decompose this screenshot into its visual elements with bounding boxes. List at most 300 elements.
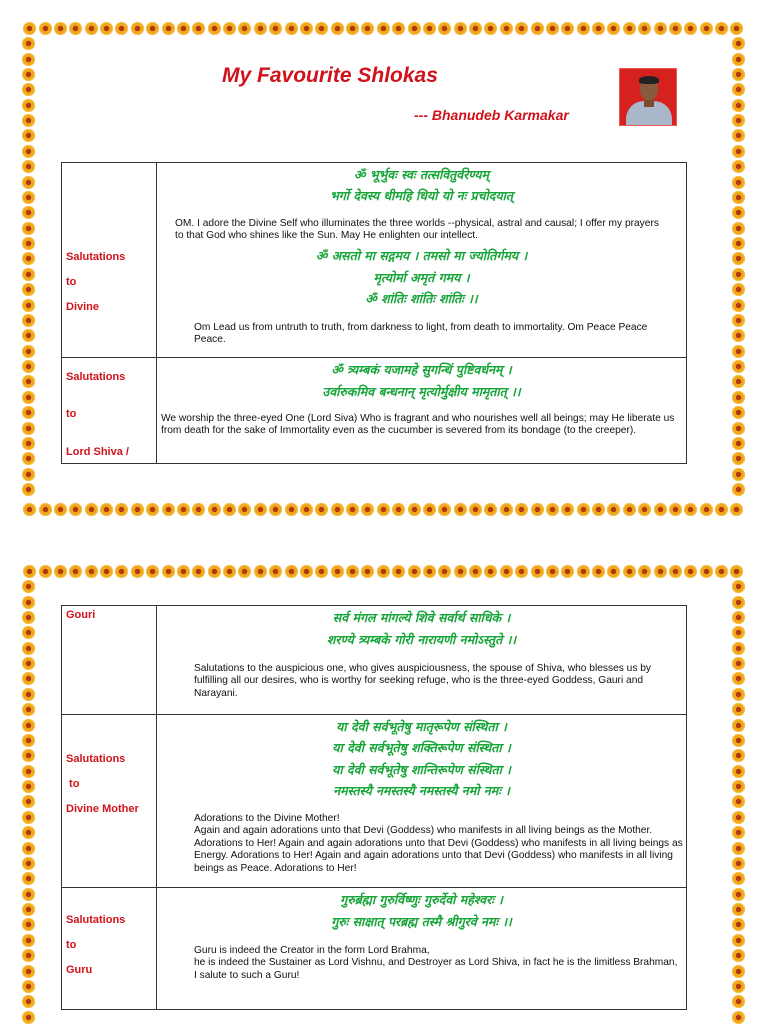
flower-ornament	[22, 37, 35, 50]
flower-ornament	[732, 99, 745, 112]
flower-ornament	[732, 872, 745, 885]
flower-ornament	[732, 688, 745, 701]
shloka-table-page2	[61, 605, 687, 1010]
flower-ornament	[22, 252, 35, 265]
flower-ornament	[22, 949, 35, 962]
shloka-line: ॐ शांतिः शांतिः शांतिः ।।	[365, 291, 478, 306]
flower-ornament	[100, 22, 113, 35]
shloka-line: भर्गो देवस्य धीमहि धियो यो नः प्रचोदयात्	[329, 188, 514, 203]
flower-ornament	[377, 22, 390, 35]
flower-ornament	[408, 22, 421, 35]
flower-ornament	[392, 503, 405, 516]
flower-ornament	[732, 734, 745, 747]
flower-ornament	[223, 22, 236, 35]
flower-ornament	[22, 995, 35, 1008]
flower-ornament	[361, 565, 374, 578]
table-row	[62, 606, 687, 715]
flower-ornament	[346, 565, 359, 578]
flower-ornament	[300, 503, 313, 516]
flower-ornament	[732, 903, 745, 916]
flower-ornament	[69, 503, 82, 516]
flower-ornament	[669, 503, 682, 516]
flower-ornament	[22, 672, 35, 685]
translation-line: Again and again adorations unto that Devi (Goddess) who manifests in all living beings as the Mother. Adorations to Her! Again and again adorations unto that Devi (Goddess) who manifests in all living beings as Energy. Adorations to Her! Again and again adorations unto that Devi (Goddess) who manifests in all living beings as Peace. Adorations to Her!	[194, 825, 683, 874]
flower-ornament	[484, 565, 497, 578]
flower-ornament	[22, 222, 35, 235]
flower-ornament	[162, 503, 175, 516]
flower-ornament	[22, 842, 35, 855]
flower-ornament	[732, 37, 745, 50]
flower-ornament	[54, 22, 67, 35]
flower-ornament	[732, 857, 745, 870]
flower-ornament	[177, 565, 190, 578]
flower-ornament	[315, 565, 328, 578]
flower-ornament	[22, 719, 35, 732]
flower-ornament	[238, 503, 251, 516]
flower-ornament	[732, 375, 745, 388]
flower-ornament	[192, 22, 205, 35]
flower-ornament	[22, 980, 35, 993]
flower-ornament	[654, 503, 667, 516]
shloka-line: या देवी सर्वभूतेषु शक्तिरूपेण संस्थिता ।	[332, 740, 511, 755]
flower-ornament	[732, 360, 745, 373]
flower-ornament	[131, 565, 144, 578]
flower-ornament	[732, 995, 745, 1008]
flower-ornament	[192, 503, 205, 516]
flower-ornament	[22, 811, 35, 824]
label-line: Salutations	[66, 914, 126, 926]
flower-ornament	[315, 22, 328, 35]
flower-ornament	[732, 391, 745, 404]
flower-ornament	[638, 22, 651, 35]
flower-border-right	[732, 36, 746, 503]
flower-ornament	[315, 503, 328, 516]
flower-ornament	[22, 611, 35, 624]
flower-ornament	[730, 503, 743, 516]
flower-ornament	[669, 22, 682, 35]
flower-border-left	[22, 36, 36, 503]
flower-ornament	[438, 565, 451, 578]
flower-ornament	[115, 503, 128, 516]
flower-ornament	[22, 283, 35, 296]
row-content	[157, 888, 687, 1010]
flower-ornament	[22, 903, 35, 916]
flower-ornament	[438, 22, 451, 35]
flower-ornament	[638, 565, 651, 578]
flower-ornament	[146, 22, 159, 35]
page-title: My Favourite Shlokas	[222, 64, 438, 87]
flower-ornament	[546, 22, 559, 35]
flower-ornament	[54, 565, 67, 578]
table-row	[62, 888, 687, 1010]
flower-ornament	[377, 503, 390, 516]
flower-ornament	[22, 99, 35, 112]
label-line: Divine	[66, 301, 100, 313]
flower-ornament	[146, 503, 159, 516]
table-row	[62, 358, 687, 464]
flower-ornament	[22, 626, 35, 639]
flower-ornament	[469, 503, 482, 516]
label-line: Salutations	[66, 753, 126, 765]
flower-ornament	[22, 872, 35, 885]
flower-ornament	[22, 657, 35, 670]
flower-ornament	[561, 503, 574, 516]
flower-ornament	[732, 345, 745, 358]
flower-ornament	[22, 468, 35, 481]
flower-border-top	[22, 22, 746, 36]
flower-ornament	[208, 565, 221, 578]
flower-ornament	[177, 22, 190, 35]
flower-ornament	[22, 406, 35, 419]
label-line: to	[66, 939, 77, 951]
flower-ornament	[669, 565, 682, 578]
author-photo	[619, 68, 677, 126]
label-line: to	[66, 778, 80, 790]
flower-ornament	[561, 22, 574, 35]
flower-ornament	[100, 565, 113, 578]
row-label	[62, 358, 157, 464]
flower-ornament	[22, 360, 35, 373]
translation-line: Guru is indeed the Creator in the form Lord Brahma,	[194, 945, 430, 956]
flower-ornament	[22, 688, 35, 701]
flower-ornament	[577, 22, 590, 35]
flower-ornament	[22, 68, 35, 81]
flower-ornament	[22, 145, 35, 158]
flower-ornament	[331, 565, 344, 578]
flower-ornament	[423, 565, 436, 578]
shloka-line: सर्व मंगल मांगल्ये शिवे सर्वार्थ साधिके ।	[332, 610, 511, 625]
shloka-line: या देवी सर्वभूतेषु शान्तिरूपेण संस्थिता ।	[332, 762, 511, 777]
flower-ornament	[22, 191, 35, 204]
translation-text: Salutations to the auspicious one, who gives auspiciousness, the spouse of Shiva, who blesses us by fulfilling all our desires, who is worthy for seeking refuge, who is the three-eyed Goddess, Gauri and Narayani.	[194, 663, 652, 699]
flower-ornament	[730, 565, 743, 578]
flower-ornament	[732, 949, 745, 962]
flower-ornament	[22, 749, 35, 762]
flower-ornament	[730, 22, 743, 35]
flower-ornament	[346, 22, 359, 35]
flower-ornament	[684, 565, 697, 578]
flower-ornament	[22, 918, 35, 931]
shloka-line: शरण्ये त्र्यम्बके गोरी नारायणी नमोऽस्तुते ।।	[326, 632, 517, 647]
flower-ornament	[531, 22, 544, 35]
flower-ornament	[22, 53, 35, 66]
flower-ornament	[423, 22, 436, 35]
row-content	[157, 715, 687, 888]
flower-border-top	[22, 565, 746, 579]
flower-ornament	[732, 826, 745, 839]
flower-ornament	[438, 503, 451, 516]
flower-ornament	[732, 719, 745, 732]
flower-ornament	[732, 626, 745, 639]
flower-ornament	[732, 176, 745, 189]
flower-ornament	[100, 503, 113, 516]
flower-ornament	[22, 1011, 35, 1024]
flower-ornament	[22, 888, 35, 901]
shloka-line: या देवी सर्वभूतेषु मातृरूपेण संस्थिता ।	[336, 719, 507, 734]
flower-ornament	[23, 22, 36, 35]
flower-ornament	[654, 22, 667, 35]
flower-ornament	[454, 503, 467, 516]
flower-ornament	[22, 642, 35, 655]
flower-ornament	[22, 114, 35, 127]
flower-ornament	[115, 565, 128, 578]
flower-ornament	[22, 375, 35, 388]
translation-text	[194, 813, 684, 875]
flower-ornament	[732, 129, 745, 142]
label-line: Salutations	[66, 371, 126, 383]
flower-ornament	[500, 565, 513, 578]
flower-ornament	[732, 114, 745, 127]
flower-ornament	[454, 565, 467, 578]
flower-ornament	[377, 565, 390, 578]
flower-ornament	[22, 206, 35, 219]
flower-ornament	[732, 252, 745, 265]
flower-ornament	[69, 565, 82, 578]
flower-ornament	[177, 503, 190, 516]
flower-ornament	[561, 565, 574, 578]
shloka-line: ॐ त्र्यम्बकं यजामहे सुगन्धिं पुष्टिवर्धनम् ।	[331, 362, 512, 377]
flower-ornament	[285, 22, 298, 35]
shloka-line: ॐ भूर्भुवः स्वः तत्सवितुर्वरेण्यम्	[353, 167, 490, 182]
flower-ornament	[392, 22, 405, 35]
flower-ornament	[732, 765, 745, 778]
table-row	[62, 163, 687, 358]
flower-ornament	[39, 22, 52, 35]
flower-ornament	[22, 129, 35, 142]
flower-ornament	[732, 145, 745, 158]
flower-ornament	[22, 422, 35, 435]
flower-ornament	[22, 580, 35, 593]
flower-ornament	[22, 765, 35, 778]
flower-ornament	[732, 811, 745, 824]
flower-ornament	[515, 22, 528, 35]
row-label	[62, 163, 157, 358]
flower-ornament	[408, 565, 421, 578]
flower-ornament	[715, 503, 728, 516]
flower-ornament	[732, 842, 745, 855]
flower-ornament	[638, 503, 651, 516]
flower-ornament	[85, 22, 98, 35]
label-line: Guru	[66, 964, 93, 976]
flower-ornament	[408, 503, 421, 516]
flower-ornament	[22, 780, 35, 793]
flower-ornament	[22, 703, 35, 716]
flower-ornament	[22, 483, 35, 496]
flower-ornament	[484, 22, 497, 35]
flower-ornament	[732, 672, 745, 685]
flower-ornament	[22, 596, 35, 609]
flower-ornament	[577, 565, 590, 578]
flower-ornament	[732, 657, 745, 670]
flower-ornament	[732, 980, 745, 993]
flower-ornament	[715, 22, 728, 35]
flower-ornament	[22, 965, 35, 978]
flower-ornament	[732, 406, 745, 419]
flower-ornament	[22, 237, 35, 250]
flower-ornament	[146, 565, 159, 578]
flower-ornament	[623, 22, 636, 35]
translation-text	[194, 945, 679, 982]
flower-ornament	[23, 565, 36, 578]
flower-ornament	[39, 503, 52, 516]
flower-ornament	[732, 299, 745, 312]
flower-ornament	[454, 22, 467, 35]
flower-ornament	[300, 22, 313, 35]
shloka-line: ॐ असतो मा सद्गमय । तमसो मा ज्योतिर्गमय ।	[315, 248, 528, 263]
flower-ornament	[22, 734, 35, 747]
flower-ornament	[484, 503, 497, 516]
flower-ornament	[331, 503, 344, 516]
flower-ornament	[700, 503, 713, 516]
flower-ornament	[732, 965, 745, 978]
flower-ornament	[39, 565, 52, 578]
flower-ornament	[469, 22, 482, 35]
flower-ornament	[732, 703, 745, 716]
flower-ornament	[22, 795, 35, 808]
flower-ornament	[732, 83, 745, 96]
flower-ornament	[577, 503, 590, 516]
flower-ornament	[423, 503, 436, 516]
flower-ornament	[469, 565, 482, 578]
flower-ornament	[607, 565, 620, 578]
flower-ornament	[531, 503, 544, 516]
flower-ornament	[732, 206, 745, 219]
flower-ornament	[22, 452, 35, 465]
flower-ornament	[54, 503, 67, 516]
flower-ornament	[269, 503, 282, 516]
flower-ornament	[22, 83, 35, 96]
flower-ornament	[300, 565, 313, 578]
shloka-line: गुरुः साक्षात् परब्रह्म तस्मै श्रीगुरवे नमः ।।	[331, 914, 512, 929]
label-line: Gouri	[66, 609, 96, 621]
flower-ornament	[607, 22, 620, 35]
translation-text: We worship the three-eyed One (Lord Siva) Who is fragrant and who nourishes well all beings; may He liberate us from death for the sake of Immortality even as the cucumber is severed from its bondage (to the creeper).	[161, 413, 675, 437]
flower-ornament	[732, 780, 745, 793]
flower-ornament	[208, 503, 221, 516]
flower-ornament	[700, 22, 713, 35]
flower-ornament	[592, 565, 605, 578]
flower-ornament	[500, 22, 513, 35]
flower-ornament	[684, 503, 697, 516]
flower-border-left	[22, 579, 36, 1024]
flower-ornament	[22, 857, 35, 870]
flower-ornament	[22, 314, 35, 327]
table-row	[62, 715, 687, 888]
flower-ornament	[623, 565, 636, 578]
flower-ornament	[22, 391, 35, 404]
flower-ornament	[22, 329, 35, 342]
flower-ornament	[69, 22, 82, 35]
flower-ornament	[85, 503, 98, 516]
flower-ornament	[192, 565, 205, 578]
flower-ornament	[22, 934, 35, 947]
flower-ornament	[684, 22, 697, 35]
row-content	[157, 163, 687, 358]
flower-ornament	[223, 503, 236, 516]
flower-ornament	[22, 176, 35, 189]
flower-ornament	[269, 22, 282, 35]
flower-ornament	[85, 565, 98, 578]
flower-ornament	[254, 503, 267, 516]
label-line: Divine Mother	[66, 803, 139, 815]
row-content	[157, 606, 687, 715]
flower-border-bottom	[22, 503, 746, 517]
flower-ornament	[361, 503, 374, 516]
flower-ornament	[732, 237, 745, 250]
flower-ornament	[22, 268, 35, 281]
flower-ornament	[361, 22, 374, 35]
flower-ornament	[732, 483, 745, 496]
flower-ornament	[732, 283, 745, 296]
translation-line: he is indeed the Sustainer as Lord Vishnu, and Destroyer as Lord Shiva, in fact he is the limitless Brahman, I salute to such a Guru!	[194, 957, 678, 981]
flower-ornament	[546, 503, 559, 516]
flower-ornament	[22, 345, 35, 358]
flower-ornament	[732, 795, 745, 808]
flower-ornament	[732, 611, 745, 624]
flower-ornament	[23, 503, 36, 516]
flower-ornament	[131, 22, 144, 35]
shloka-table-page1	[61, 162, 687, 464]
row-label	[62, 606, 157, 715]
flower-ornament	[732, 68, 745, 81]
row-label	[62, 888, 157, 1010]
flower-ornament	[732, 422, 745, 435]
flower-ornament	[607, 503, 620, 516]
flower-ornament	[623, 503, 636, 516]
flower-ornament	[22, 160, 35, 173]
flower-ornament	[22, 437, 35, 450]
label-line: Salutations	[66, 251, 126, 263]
label-line: Lord Shiva /	[66, 446, 129, 458]
shloka-line: गुरुर्ब्रह्मा गुरुर्विष्णुः गुरुर्देवो महेश्वरः ।	[340, 892, 503, 907]
flower-ornament	[254, 565, 267, 578]
flower-ornament	[700, 565, 713, 578]
flower-border-right	[732, 579, 746, 1024]
flower-ornament	[515, 565, 528, 578]
flower-ornament	[732, 329, 745, 342]
flower-ornament	[732, 314, 745, 327]
flower-ornament	[715, 565, 728, 578]
flower-ornament	[592, 22, 605, 35]
flower-ornament	[732, 888, 745, 901]
translation-text: Om Lead us from untruth to truth, from darkness to light, from death to immortality. Om Peace Peace Peace.	[194, 322, 648, 346]
flower-ornament	[331, 22, 344, 35]
shloka-line: नमस्तस्यै नमस्तस्यै नमस्तस्यै नमो नमः ।	[333, 783, 510, 798]
label-line: to	[66, 408, 77, 420]
flower-ornament	[732, 191, 745, 204]
flower-ornament	[732, 437, 745, 450]
translation-line: Adorations to the Divine Mother!	[194, 813, 340, 824]
flower-ornament	[732, 596, 745, 609]
flower-ornament	[285, 503, 298, 516]
flower-ornament	[732, 580, 745, 593]
flower-ornament	[546, 565, 559, 578]
flower-ornament	[732, 749, 745, 762]
translation-text: OM. I adore the Divine Self who illuminates the three worlds --physical, astral and causal; I offer my prayers to that God who shines like the Sun. May He enlighten our intellect.	[175, 218, 659, 242]
flower-ornament	[162, 22, 175, 35]
flower-ornament	[732, 918, 745, 931]
flower-ornament	[515, 503, 528, 516]
flower-ornament	[500, 503, 513, 516]
flower-ornament	[285, 565, 298, 578]
flower-ornament	[732, 452, 745, 465]
flower-ornament	[208, 22, 221, 35]
flower-ornament	[346, 503, 359, 516]
flower-ornament	[131, 503, 144, 516]
flower-ornament	[732, 53, 745, 66]
flower-ornament	[732, 642, 745, 655]
flower-ornament	[732, 934, 745, 947]
